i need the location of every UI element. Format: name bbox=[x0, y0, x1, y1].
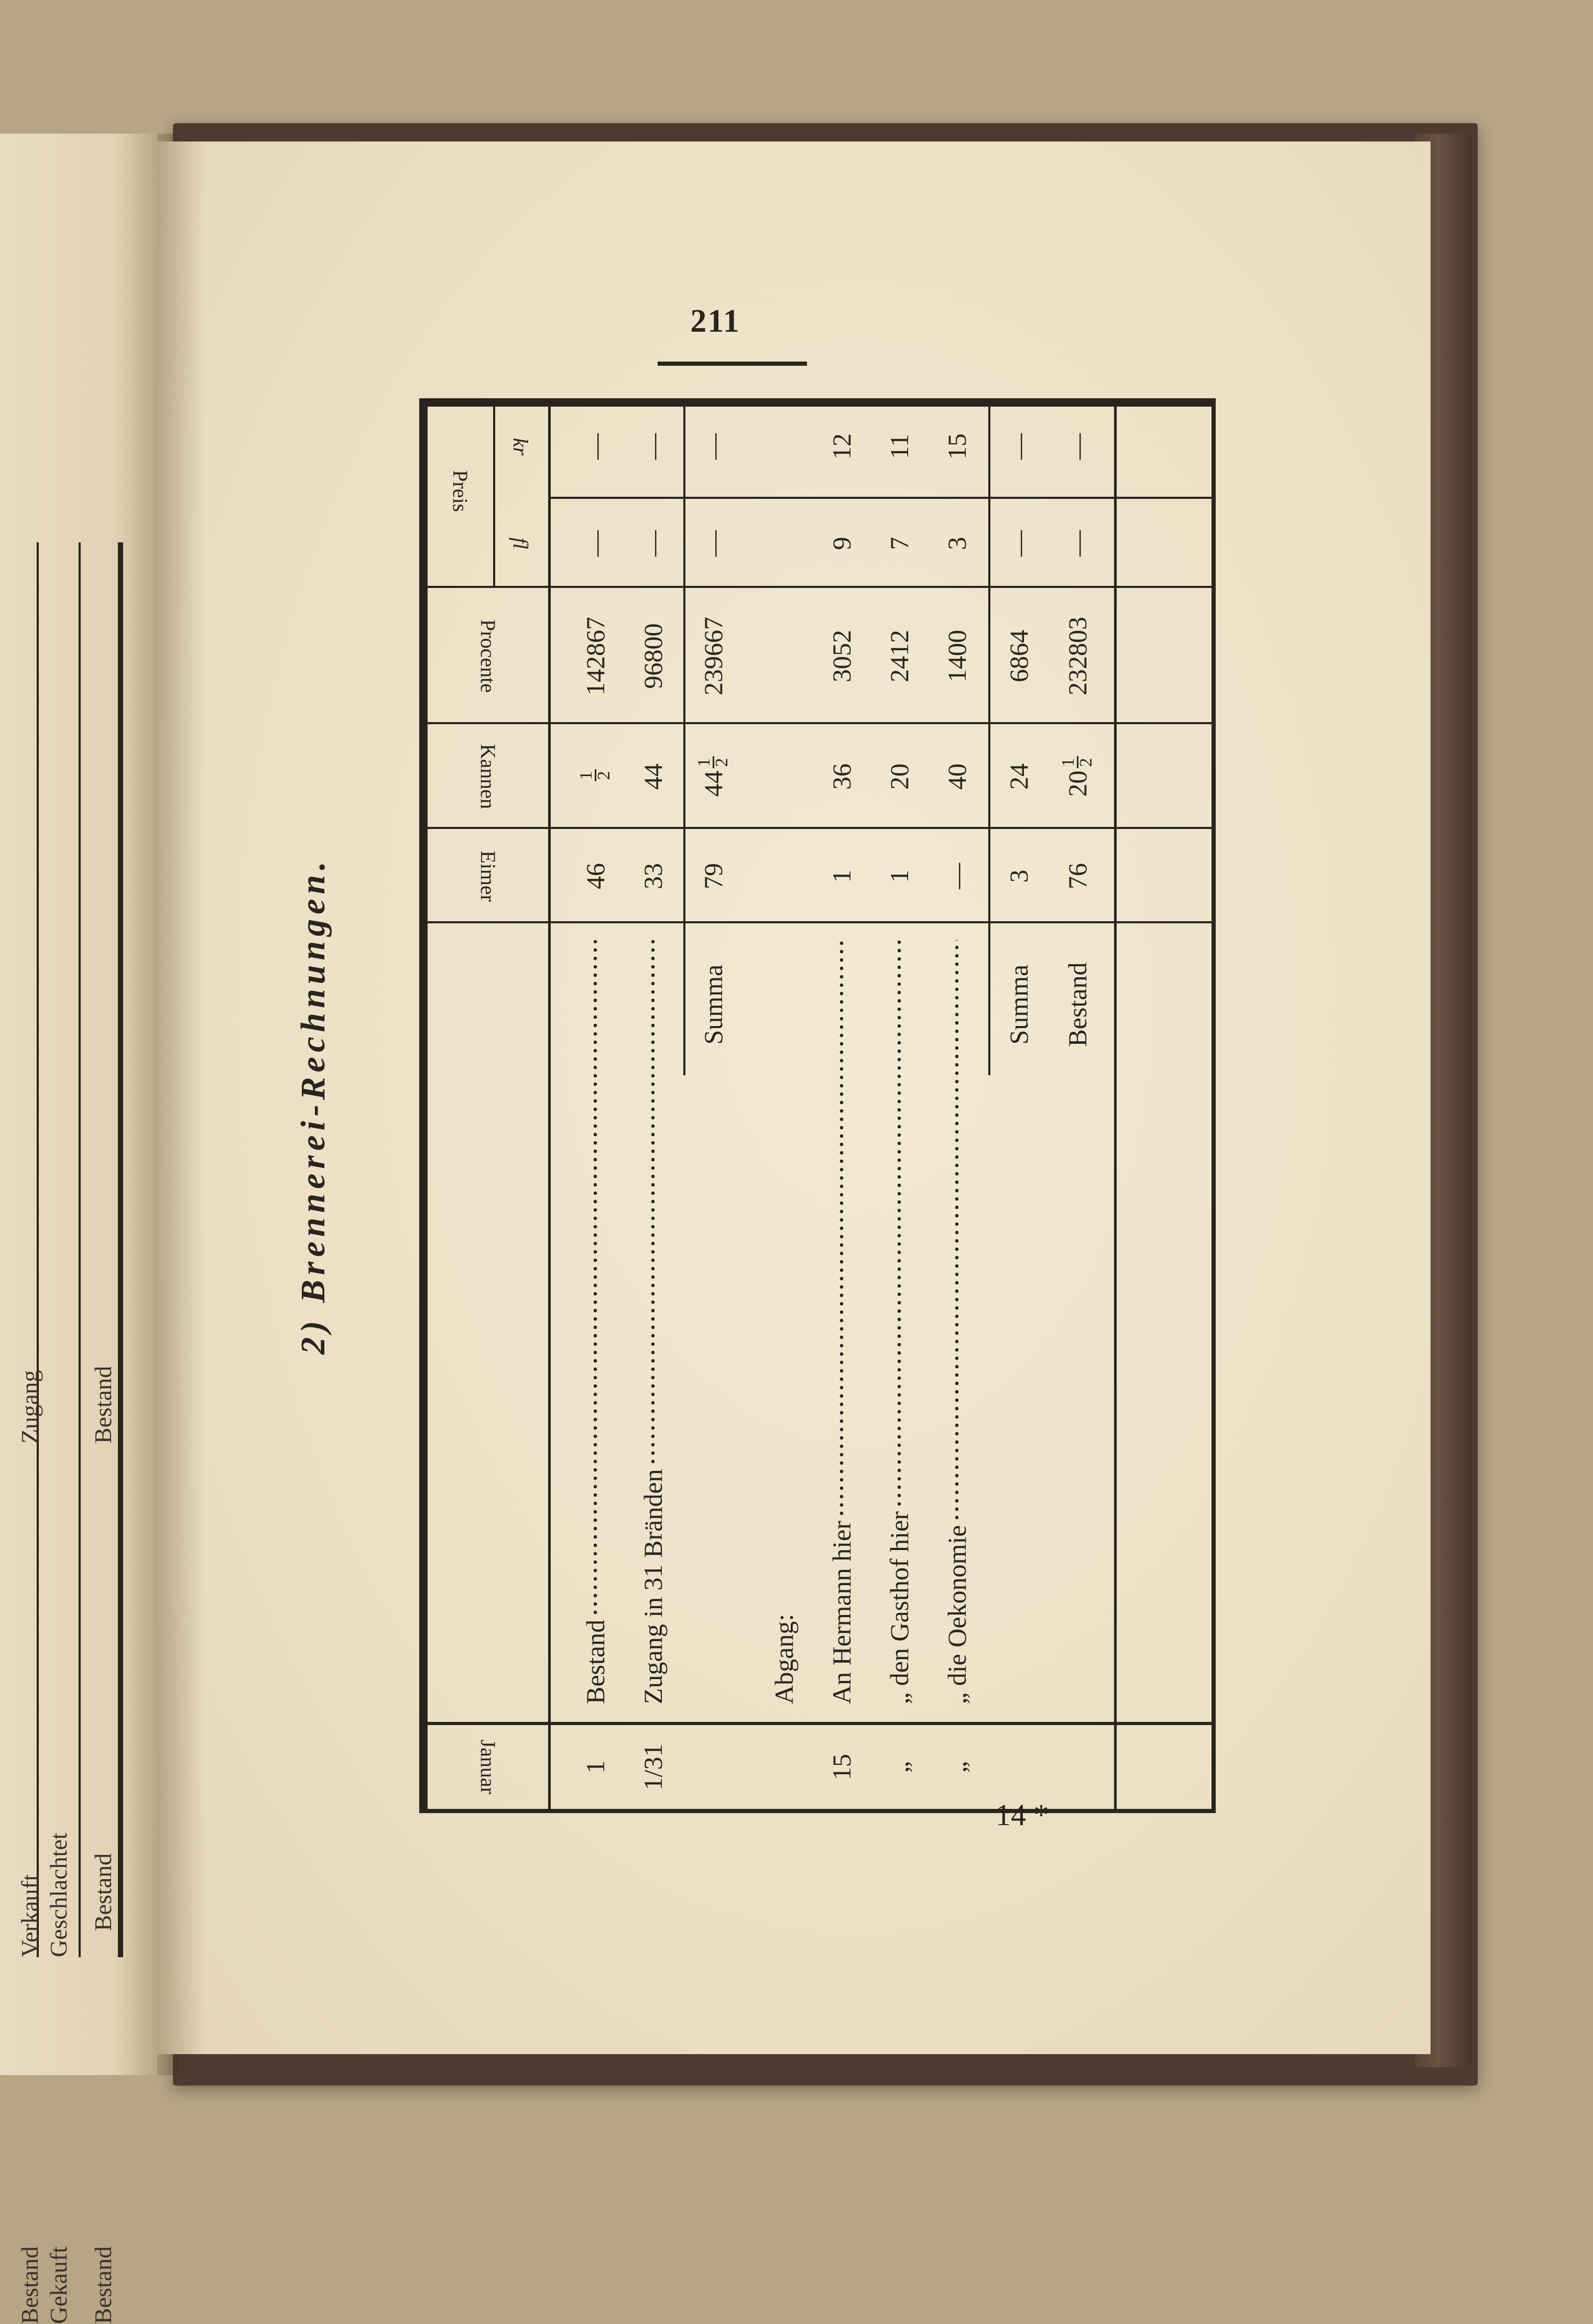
row-fl: — bbox=[638, 530, 668, 557]
half-fraction: 1 2 bbox=[579, 770, 612, 782]
row-label: Zugang in 31 Bränden bbox=[638, 1469, 668, 1704]
row-kr: 11 bbox=[885, 433, 914, 460]
table-row bbox=[569, 407, 621, 1809]
table-row bbox=[992, 407, 1045, 1809]
table-row bbox=[1051, 407, 1104, 1809]
header-row bbox=[428, 407, 548, 1809]
left-stub-verkauft: Verkauft bbox=[16, 1874, 43, 1957]
table-bottom-rule bbox=[1114, 407, 1117, 1809]
page-shadow bbox=[157, 141, 204, 2054]
row-eimer: 76 bbox=[1063, 863, 1092, 889]
table-row bbox=[687, 407, 739, 1809]
row-procente: 232803 bbox=[1063, 617, 1092, 695]
table-row bbox=[815, 407, 868, 1809]
left-page-table-fragment bbox=[0, 542, 126, 2324]
row-eimer: 1 bbox=[885, 869, 914, 883]
table-row bbox=[931, 407, 983, 1809]
summa-rule bbox=[988, 407, 990, 1075]
row-kr: 15 bbox=[942, 433, 972, 460]
row-kr: — bbox=[1004, 433, 1033, 460]
table-row bbox=[758, 407, 810, 1809]
left-stub-bestand-2: Bestand bbox=[90, 2246, 116, 2324]
row-label: „ die Oekonomie bbox=[942, 1525, 972, 1704]
half-fraction: 1 2 bbox=[696, 757, 730, 769]
header-preis-kr: kr bbox=[509, 438, 532, 455]
printer-signature: 14 * bbox=[996, 1798, 1049, 1832]
leader-dots bbox=[839, 940, 844, 1518]
row-procente: 142867 bbox=[581, 617, 610, 695]
row-day: 1/31 bbox=[638, 1743, 668, 1791]
table-row bbox=[873, 407, 925, 1809]
row-procente: 6864 bbox=[1004, 630, 1033, 682]
header-month: Januar bbox=[476, 1739, 500, 1795]
row-kannen: 20 bbox=[1063, 770, 1092, 797]
row-kannen: 44 bbox=[638, 763, 668, 790]
left-stub-gekauft: Gekauft bbox=[45, 2246, 72, 2324]
row-eimer: 46 bbox=[581, 863, 610, 889]
row-label: Summa bbox=[699, 964, 728, 1045]
row-eimer: 79 bbox=[699, 863, 728, 889]
left-stub-bestand: Bestand bbox=[16, 2246, 43, 2324]
header-rule bbox=[548, 407, 551, 1809]
header-eimer: Eimer bbox=[476, 850, 500, 902]
row-procente: 96800 bbox=[638, 623, 668, 689]
row-kr: — bbox=[1063, 433, 1092, 460]
left-stub-geschlachtet: Geschlachtet bbox=[45, 1832, 72, 1957]
row-fl: — bbox=[1004, 530, 1033, 557]
header-preis: Preis bbox=[449, 470, 472, 512]
row-fl: 3 bbox=[942, 537, 972, 550]
row-kannen: 44 bbox=[699, 770, 728, 797]
left-stub-bestand-3: Bestand bbox=[90, 1853, 116, 1931]
row-eimer: 33 bbox=[638, 863, 668, 889]
row-eimer: — bbox=[942, 863, 972, 889]
leader-dots bbox=[954, 940, 959, 1522]
accounts-table bbox=[419, 398, 1216, 1813]
section-title: 2) Brennerei-Rechnungen. bbox=[294, 857, 332, 1355]
row-label: Bestand bbox=[581, 1619, 610, 1704]
row-procente: 3052 bbox=[827, 630, 856, 682]
row-kannen: 36 bbox=[827, 763, 856, 790]
row-kr: 12 bbox=[827, 433, 856, 460]
row-label: Bestand bbox=[1063, 962, 1092, 1047]
table-row bbox=[627, 407, 679, 1809]
leader-dots bbox=[650, 940, 656, 1466]
row-day: „ bbox=[942, 1761, 972, 1773]
row-fl: 9 bbox=[827, 537, 856, 550]
row-kr: — bbox=[581, 433, 610, 460]
row-kr: — bbox=[699, 433, 728, 460]
row-eimer: 3 bbox=[1004, 869, 1033, 883]
row-label: Summa bbox=[1004, 964, 1033, 1045]
leader-dots bbox=[593, 940, 598, 1617]
row-fl: — bbox=[1063, 530, 1092, 557]
header-procente: Procente bbox=[476, 619, 500, 693]
row-fl: — bbox=[581, 530, 610, 557]
row-day: „ bbox=[885, 1761, 914, 1773]
header-kannen: Kannen bbox=[476, 744, 500, 810]
row-kannen: 40 bbox=[942, 763, 972, 790]
leader-dots bbox=[897, 940, 902, 1508]
row-kr: — bbox=[638, 433, 668, 460]
summa-rule bbox=[683, 407, 685, 1075]
row-kannen: 20 bbox=[885, 763, 914, 790]
row-label: „ den Gasthof hier bbox=[885, 1511, 914, 1704]
row-procente: 2412 bbox=[885, 630, 914, 682]
row-fl: — bbox=[699, 530, 728, 557]
left-stub-zugang: Zugang bbox=[16, 1370, 43, 1444]
row-label: Abgang: bbox=[769, 1613, 799, 1704]
row-fl: 7 bbox=[885, 537, 914, 550]
page-number: 211 bbox=[690, 303, 740, 339]
row-day: 1 bbox=[581, 1760, 610, 1774]
row-kannen: 24 bbox=[1004, 763, 1033, 790]
row-procente: 1400 bbox=[942, 630, 972, 682]
row-procente: 239667 bbox=[699, 617, 728, 695]
row-day: 15 bbox=[827, 1754, 856, 1780]
half-fraction: 1 2 bbox=[1061, 757, 1094, 769]
rotated-content bbox=[293, 398, 1216, 1813]
row-label: An Hermann hier bbox=[827, 1521, 856, 1704]
header-preis-fl: fl bbox=[509, 537, 532, 550]
page-number-rule bbox=[658, 362, 807, 366]
row-eimer: 1 bbox=[827, 869, 856, 883]
left-stub-bestand-4: Bestand bbox=[90, 1366, 116, 1444]
